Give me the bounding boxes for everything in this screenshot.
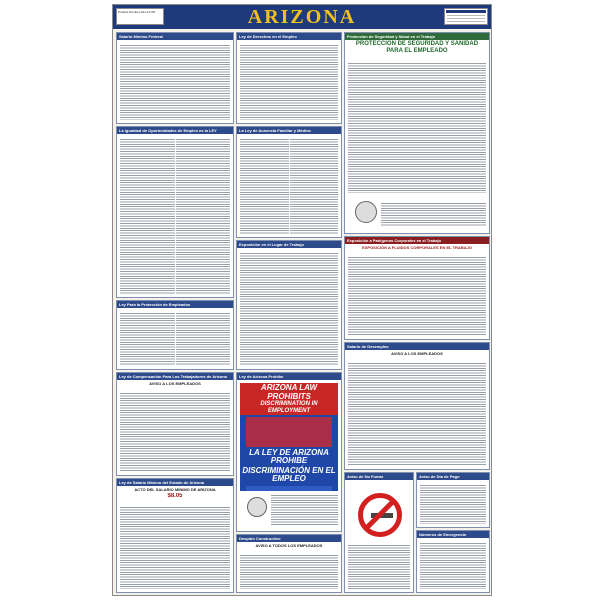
ad-line-2: DISCRIMINATION IN EMPLOYMENT (240, 401, 338, 415)
eeo-panel (116, 126, 234, 298)
panel-header: Ley Para la Protección de Empleados (117, 301, 233, 308)
employee-rights-panel (236, 32, 342, 124)
panel-header: Salario de Desempleo (345, 343, 489, 350)
workers-comp-headline: AVISO A LOS EMPLEADOS (149, 381, 201, 386)
min-wage-headline: ACTO DEL SALARIO MÍNIMO DE ARIZONA (134, 487, 216, 492)
emergency-numbers-panel (416, 530, 490, 593)
workplace-exposure-panel (236, 240, 342, 370)
no-smoking-panel (344, 472, 414, 593)
ad-line-1: ARIZONA LAW PROHIBITS (240, 383, 338, 401)
state-seal-icon (247, 497, 267, 517)
panel-header: Exposición en el Lugar de Trabajo (237, 241, 341, 248)
constructive-discharge-panel (236, 534, 342, 593)
workers-comp-panel (116, 372, 234, 476)
unemployment-headline: AVISO A LOS EMPLEADOS (391, 351, 443, 356)
federal-minimum-wage-panel (116, 32, 234, 124)
panel-header: La Igualdad de Oportunidades de Empleo es la LEY (117, 127, 233, 134)
ad-line-4: DISCRIMINACIÓN EN EL EMPLEO (242, 466, 336, 483)
panel-header: Ley de Compensación Para Los Trabajadores de Arizona (117, 373, 233, 380)
discharge-headline: AVISO A TODOS LOS EMPLEADOS (255, 543, 323, 548)
ad-line-3: LA LEY DE ARIZONA PROHIBE (249, 448, 329, 465)
min-wage-amount: $8.05 (167, 493, 183, 499)
arizona-minimum-wage-panel (116, 478, 234, 593)
panel-header: Despido Constructivo (237, 535, 341, 542)
panel-header: Ley de Salario Mínimo del Estado de Arizona (117, 479, 233, 486)
labor-law-poster (112, 4, 492, 596)
poster-title: ARIZONA (247, 6, 357, 28)
panel-header: Exposición a Patógenos Corporales en el Trabajo (345, 237, 489, 244)
discrimination-ad (240, 383, 338, 491)
arizona-discrimination-panel (236, 372, 342, 532)
unemployment-panel (344, 342, 490, 470)
panel-header: Aviso de No Fumar (345, 473, 413, 480)
osha-headline: PROTECCIÓN DE SEGURIDAD Y SANIDAD PARA EL EMPLEADO (355, 41, 479, 54)
fmla-panel (236, 126, 342, 238)
product-info-box: Product Number AZ-LLP-05 (116, 8, 164, 25)
panel-header: Ley de Derechos en el Empleo (237, 33, 341, 40)
panel-header: Ley de Arizona Prohíbe (237, 373, 341, 380)
panel-header: Aviso de Día de Pago (417, 473, 489, 480)
panel-header: Números de Emergencia (417, 531, 489, 538)
arizona-map-icon (246, 417, 332, 447)
update-info-box (444, 8, 488, 25)
osha-seal-icon (355, 201, 377, 223)
panel-header: La Ley de Ausencia Familiar y Médica (237, 127, 341, 134)
bloodborne-exposure-panel (344, 236, 490, 340)
exposure-headline: EXPOSICIÓN A FLUIDOS CORPORALES EN EL TRABAJO (362, 245, 472, 250)
panel-header: Protección de Seguridad y Salud en el Trabajo (345, 33, 489, 40)
osha-panel (344, 32, 490, 234)
employee-protection-panel (116, 300, 234, 370)
panel-header: Salario Mínimo Federal (117, 33, 233, 40)
payday-panel (416, 472, 490, 528)
no-smoking-icon (358, 493, 402, 537)
